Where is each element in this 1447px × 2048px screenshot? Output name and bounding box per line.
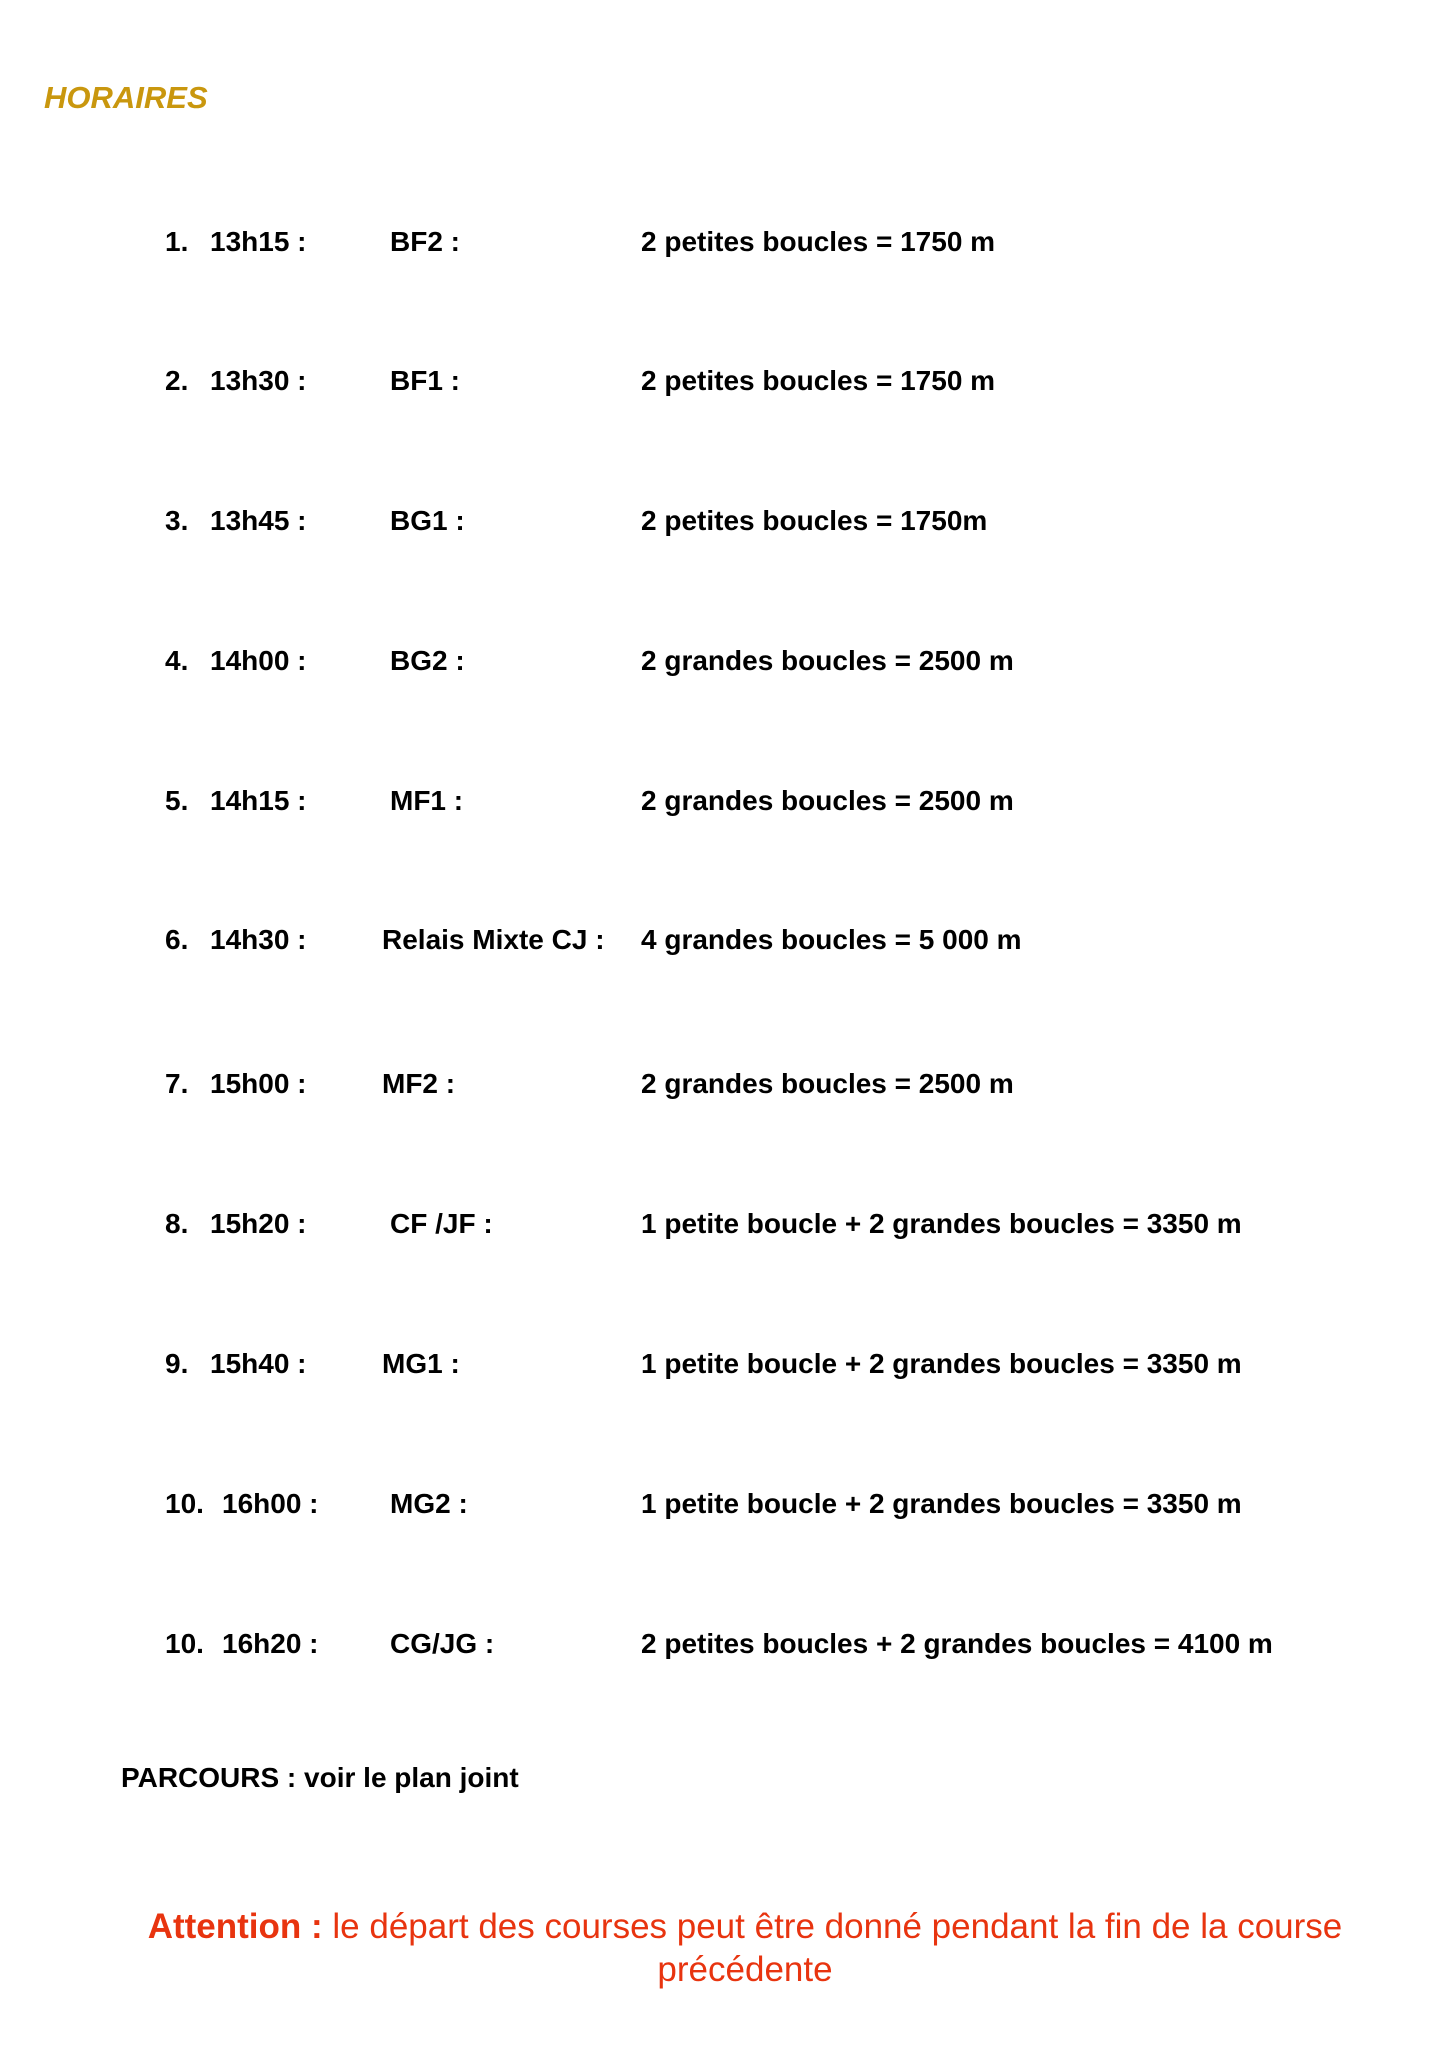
schedule-row	[0, 222, 1447, 262]
row-category: CF /JF :	[390, 1208, 493, 1239]
row-distance: 1 petite boucle + 2 grandes boucles = 3350 m	[641, 1488, 1242, 1519]
schedule-row	[0, 1624, 1447, 1664]
schedule-row	[0, 501, 1447, 541]
row-distance: 2 petites boucles = 1750m	[641, 505, 988, 536]
schedule-row	[0, 1204, 1447, 1244]
row-distance: 1 petite boucle + 2 grandes boucles = 3350 m	[641, 1348, 1242, 1379]
schedule-row	[0, 1064, 1447, 1104]
row-number: 10.	[165, 1488, 204, 1519]
row-distance: 2 grandes boucles = 2500 m	[641, 1068, 1014, 1099]
page-title: HORAIRES	[44, 80, 208, 115]
row-number: 3.	[165, 505, 189, 536]
row-category: BF2 :	[390, 226, 460, 257]
parcours-note: PARCOURS : voir le plan joint	[121, 1762, 519, 1793]
row-time: 13h15 :	[210, 226, 307, 257]
row-category: MG1 :	[382, 1348, 460, 1379]
row-distance: 2 petites boucles = 1750 m	[641, 365, 996, 396]
attention-notice	[60, 1905, 1430, 1991]
row-time: 15h40 :	[210, 1348, 307, 1379]
row-category: BG2 :	[390, 645, 465, 676]
row-number: 5.	[165, 785, 189, 816]
row-time: 13h45 :	[210, 505, 307, 536]
row-number: 4.	[165, 645, 189, 676]
row-distance: 2 grandes boucles = 2500 m	[641, 645, 1014, 676]
schedule-row	[0, 1484, 1447, 1524]
row-time: 16h20 :	[222, 1628, 319, 1659]
schedule-row	[0, 361, 1447, 401]
row-category: BG1 :	[390, 505, 465, 536]
row-time: 13h30 :	[210, 365, 307, 396]
row-number: 1.	[165, 226, 189, 257]
row-distance: 2 petites boucles = 1750 m	[641, 226, 996, 257]
row-time: 14h00 :	[210, 645, 307, 676]
row-category: MF1 :	[390, 785, 464, 816]
schedule-row	[0, 781, 1447, 821]
row-distance: 2 grandes boucles = 2500 m	[641, 785, 1014, 816]
row-time: 16h00 :	[222, 1488, 319, 1519]
attention-text: le départ des courses peut être donné pendant la fin de la course précédente	[322, 1907, 1343, 1989]
schedule-row	[0, 920, 1447, 960]
row-number: 6.	[165, 924, 189, 955]
row-distance: 1 petite boucle + 2 grandes boucles = 3350 m	[641, 1208, 1242, 1239]
row-number: 7.	[165, 1068, 189, 1099]
row-category: MG2 :	[390, 1488, 468, 1519]
row-number: 8.	[165, 1208, 189, 1239]
row-category: BF1 :	[390, 365, 460, 396]
row-time: 14h15 :	[210, 785, 307, 816]
schedule-row	[0, 641, 1447, 681]
row-category: MF2 :	[382, 1068, 456, 1099]
row-distance: 4 grandes boucles = 5 000 m	[641, 924, 1022, 955]
row-category: CG/JG :	[390, 1628, 495, 1659]
row-time: 15h20 :	[210, 1208, 307, 1239]
row-number: 10.	[165, 1628, 204, 1659]
row-time: 14h30 :	[210, 924, 307, 955]
row-number: 9.	[165, 1348, 189, 1379]
row-category: Relais Mixte CJ :	[382, 924, 605, 955]
row-time: 15h00 :	[210, 1068, 307, 1099]
row-number: 2.	[165, 365, 189, 396]
row-distance: 2 petites boucles + 2 grandes boucles = 4100 m	[641, 1628, 1273, 1659]
schedule-row	[0, 1344, 1447, 1384]
attention-label: Attention :	[147, 1907, 323, 1946]
